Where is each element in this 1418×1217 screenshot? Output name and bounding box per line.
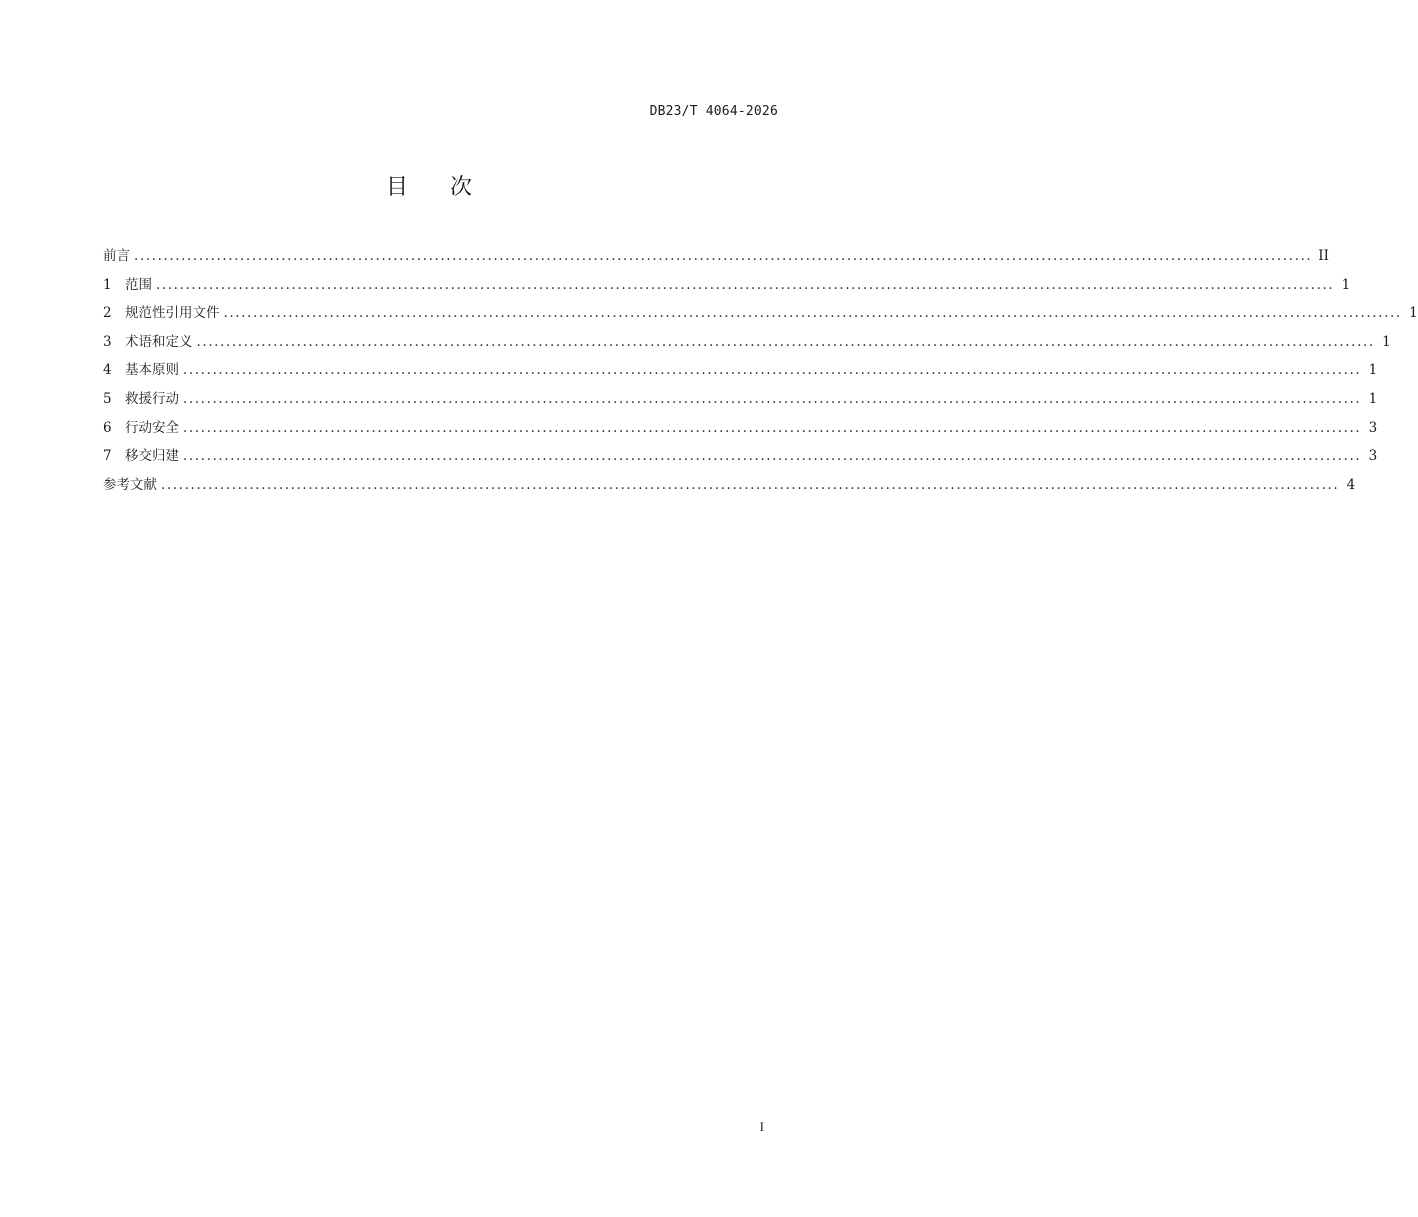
toc-entry-label: 参考文献 [103,476,157,493]
toc-list [103,244,1418,501]
toc-entry-basic-principles[interactable] [103,358,1378,387]
dot-leader: ........................................................................................................................................................................................................ [196,333,1375,350]
toc-entry-rescue-action[interactable] [103,387,1378,416]
toc-entry-number: 3 [103,333,112,350]
toc-entry-action-safety[interactable] [103,416,1378,445]
toc-title-part2: 次 [450,175,475,200]
standard-code: DB23/T 4064-2026 [649,104,778,119]
page-number: I [759,1119,764,1134]
dot-leader: ........................................................................................................................................................................................................ [183,362,1362,379]
toc-entry-number: 1 [103,276,112,293]
toc-entry-scope[interactable] [103,273,1351,302]
toc-entry-label: 行动安全 [125,419,179,436]
toc-entry-number: 4 [103,362,112,379]
toc-entry-number: 2 [103,305,112,322]
dot-leader: ........................................................................................................................................................................................................ [183,419,1362,436]
toc-title [0,170,860,201]
toc-entry-label: 规范性引用文件 [125,305,220,322]
dot-leader: ........................................................................................................................................................................................................ [134,248,1313,264]
toc-entry-bibliography[interactable] [103,473,1356,502]
dot-leader: ........................................................................................................................................................................................................ [156,276,1335,293]
toc-entry-label: 范围 [125,276,152,293]
toc-entry-foreword[interactable] [103,244,1329,273]
toc-entry-label: 术语和定义 [125,333,193,350]
toc-entry-normative-references[interactable] [103,301,1418,330]
dot-leader: ........................................................................................................................................................................................................ [183,390,1362,407]
dot-leader: ........................................................................................................................................................................................................ [223,305,1402,322]
toc-entry-page: 1 [1382,333,1391,350]
toc-entry-page: 3 [1368,419,1378,436]
toc-entry-handover-return[interactable] [103,444,1378,473]
toc-entry-number: 5 [103,390,112,407]
toc-entry-page: 1 [1409,305,1418,322]
toc-entry-page: 1 [1341,276,1351,293]
toc-entry-label: 前言 [103,248,130,264]
toc-entry-number: 7 [103,448,112,465]
toc-entry-page: 3 [1368,448,1378,465]
toc-entry-label: 基本原则 [125,362,179,379]
toc-title-part1: 目 [385,175,410,200]
toc-entry-label: 救援行动 [125,390,179,407]
toc-entry-number: 6 [103,419,112,436]
toc-entry-page: 1 [1368,390,1378,407]
dot-leader: ........................................................................................................................................................................................................ [161,476,1340,493]
toc-entry-label: 移交归建 [125,448,179,465]
toc-entry-terms-definitions[interactable] [103,330,1391,359]
toc-entry-page: II [1318,248,1329,264]
toc-entry-page: 4 [1346,476,1356,493]
toc-entry-page: 1 [1368,362,1378,379]
dot-leader: ........................................................................................................................................................................................................ [183,448,1362,465]
